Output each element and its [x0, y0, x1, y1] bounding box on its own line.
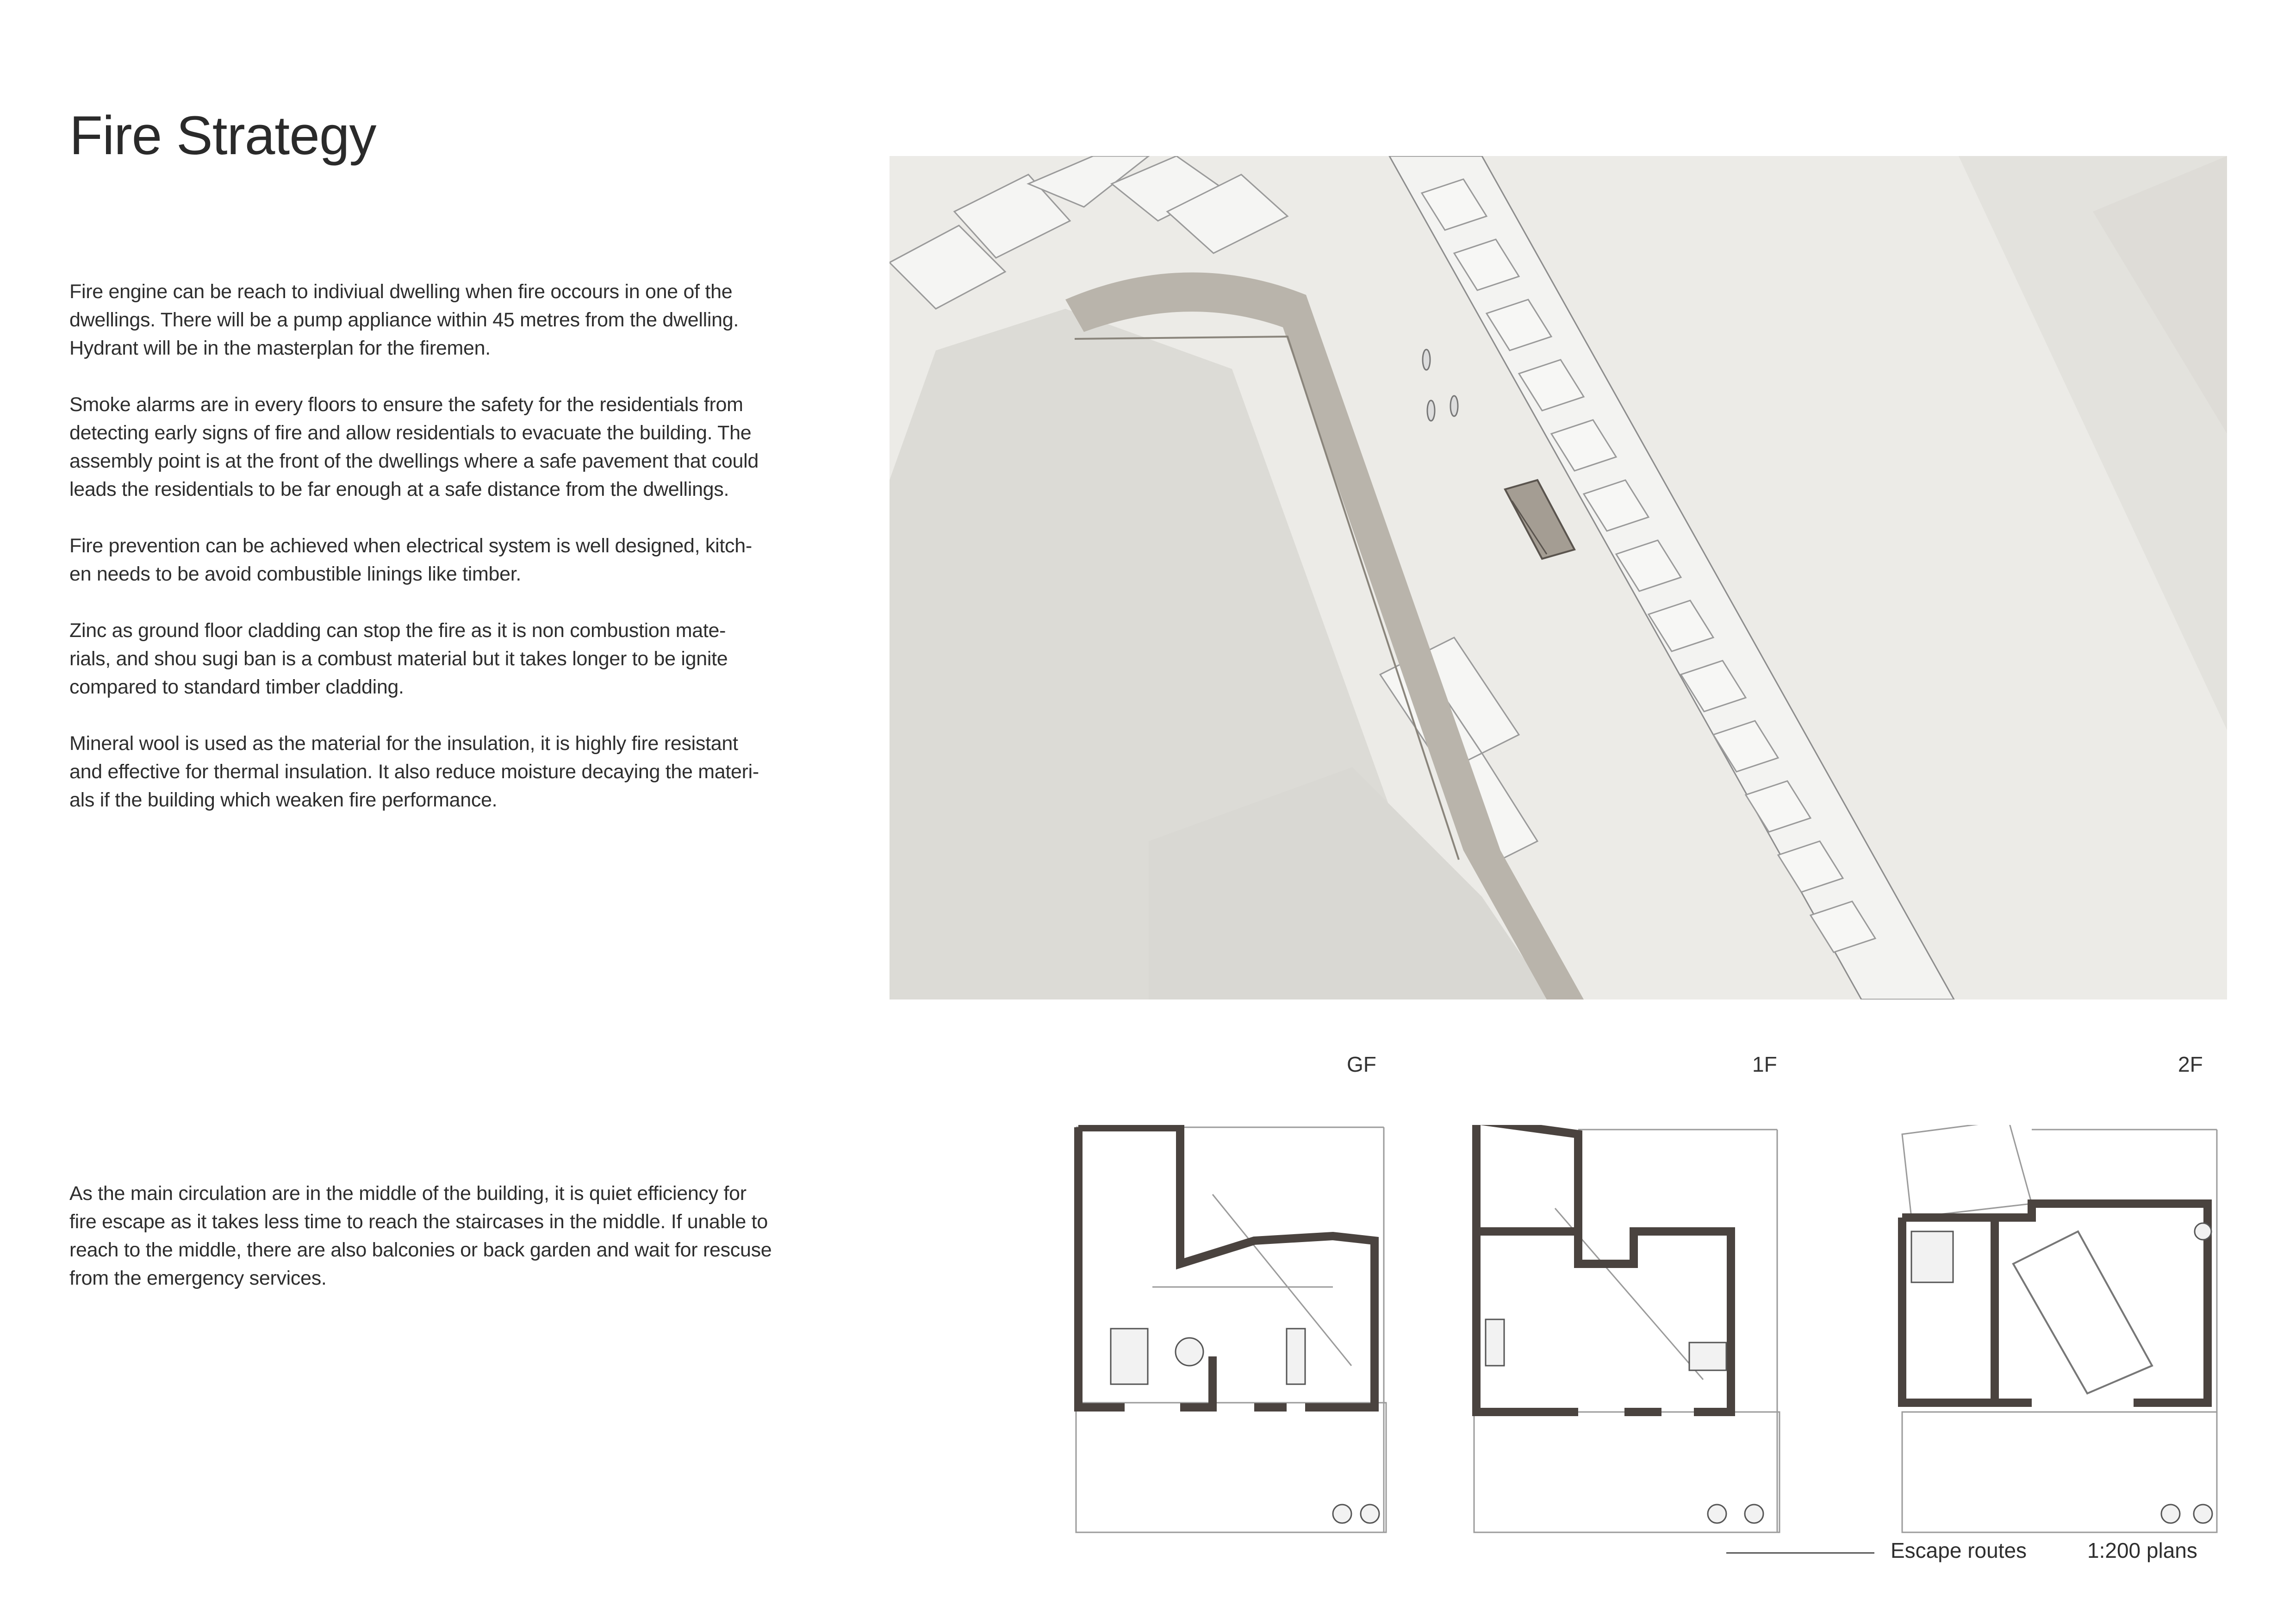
paragraph-fire-engine: Fire engine can be reach to indiviual dwelling when fire occours in one of the dwellings. There will be a pump appliance within 45 metres from the dwelling. Hydrant will be in the masterplan for the firemen. — [69, 281, 739, 359]
floor-plan-1f — [1472, 1125, 1837, 1537]
paragraph-fire-prevention: Fire prevention can be achieved when electrical system is well designed, kitch- en needs to be avoid combustible linings like timber. — [69, 535, 752, 585]
paragraph-escape: As the main circulation are in the middle of the building, it is quiet efficiency for fire escape as it takes less time to reach the staircases in the middle. If unable to reach to the middle, there are also balconies or back garden and wait for rescuse from the emergency services. — [69, 1182, 772, 1289]
plan-label-2f: 2F — [2178, 1052, 2203, 1076]
escape-route-legend-line — [1726, 1552, 1874, 1554]
legend-escape-routes: Escape routes — [1891, 1538, 2027, 1562]
paragraph-smoke-alarms: Smoke alarms are in every floors to ensure the safety for the residentials from detecting early signs of fire and allow residentials to evacuate the building. The assembly point is at the front of the dwellings where a safe pavement that could leads the residentials to be far enough at a safe distance from the dwellings. — [69, 394, 759, 500]
floor-plan-gf — [1074, 1125, 1439, 1537]
escape-route-text — [69, 1180, 884, 1321]
page-title: Fire Strategy — [69, 105, 376, 167]
fire-strategy-text — [69, 278, 884, 843]
legend-scale: 1:200 plans — [2087, 1538, 2197, 1562]
plan-label-1f: 1F — [1752, 1052, 1777, 1076]
floor-plan-2f — [1893, 1125, 2259, 1537]
paragraph-zinc-cladding: Zinc as ground floor cladding can stop the fire as it is non combustion mate- rials, and shou sugi ban is a combust material but it takes longer to be ignite compared to standard timber cladding. — [69, 619, 728, 698]
axonometric-site-drawing — [890, 156, 2227, 999]
paragraph-mineral-wool: Mineral wool is used as the material for the insulation, it is highly fire resistant and effective for thermal insulation. It also reduce moisture decaying the materi- als if the building which weaken fire performance. — [69, 732, 759, 811]
plan-label-gf: GF — [1347, 1052, 1376, 1076]
